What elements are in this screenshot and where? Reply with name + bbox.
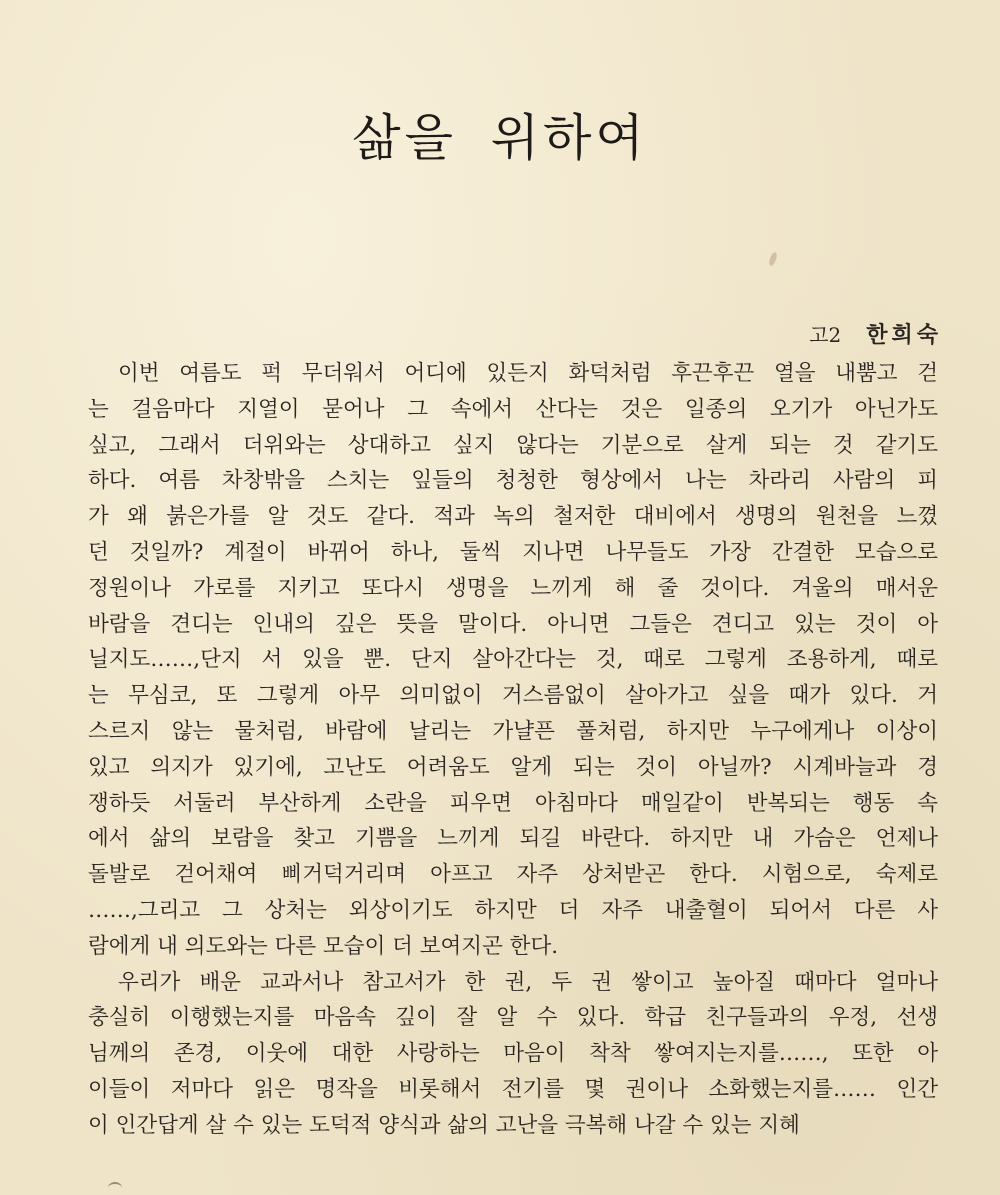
- text-line: 는 걸음마다 지열이 묻어나 그 속에서 산다는 것은 일종의 오기가 아닌가도: [88, 396, 938, 422]
- text-line: 충실히 이행했는지를 마음속 깊이 잘 알 수 있다. 학급 친구들과의 우정, 선생: [88, 1005, 938, 1031]
- text-line: 에서 삶의 보람을 찾고 기쁨을 느끼게 되길 바란다. 하지만 내 가슴은 언제나: [88, 826, 938, 852]
- author-grade: 고2: [809, 323, 842, 347]
- author-name: 한희숙: [866, 323, 942, 348]
- text-line: 닐지도……,단지 서 있을 뿐. 단지 살아간다는 것, 때로 그렇게 조용하게, 때로: [88, 647, 938, 673]
- text-line: 던 것일까? 계절이 바뀌어 하나, 둘씩 지나면 나무들도 가장 간결한 모습으로: [88, 539, 938, 565]
- text-line: 싶고, 그래서 더위와는 상대하고 싶지 않다는 기분으로 살게 되는 것 같기도: [88, 432, 938, 458]
- essay-body: [88, 356, 938, 1144]
- text-line: 우리가 배운 교과서나 참고서가 한 권, 두 권 쌓이고 높아질 때마다 얼마나: [118, 969, 938, 995]
- text-line: 쟁하듯 서둘러 부산하게 소란을 피우면 아침마다 매일같이 반복되는 행동 속: [88, 790, 938, 816]
- author-byline: [809, 318, 942, 349]
- text-line: 하다. 여름 차창밖을 스치는 잎들의 청청한 형상에서 나는 차라리 사람의 피: [88, 468, 938, 494]
- text-line: 있고 의지가 있기에, 고난도 어려움도 알게 되는 것이 아닐까? 시계바늘과 경: [88, 754, 938, 780]
- text-line: 이들이 저마다 읽은 명작을 비롯해서 전기를 몇 권이나 소화했는지를…… 인간: [88, 1076, 938, 1102]
- paragraph: [88, 965, 938, 1144]
- text-line: 님께의 존경, 이웃에 대한 사랑하는 마음이 착착 쌓여지는지를……, 또한 아: [88, 1041, 938, 1067]
- text-line: 람에게 내 의도와는 다른 모습이 더 보여지곤 한다.: [88, 933, 559, 959]
- text-line: 돌발로 걷어채여 삐거덕거리며 아프고 자주 상처받곤 한다. 시험으로, 숙제로: [88, 862, 938, 888]
- page-mark: [108, 1182, 122, 1194]
- text-line: ……,그리고 그 상처는 외상이기도 하지만 더 자주 내출혈이 되어서 다른 사: [88, 897, 938, 923]
- text-line: 이 인간답게 살 수 있는 도덕적 양식과 삶의 고난을 극복해 나갈 수 있는 지혜: [88, 1112, 800, 1138]
- document-title: 삶을 위하여: [352, 108, 648, 167]
- text-line: 가 왜 붉은가를 알 것도 같다. 적과 녹의 철저한 대비에서 생명의 원천을 느꼈: [88, 504, 938, 530]
- text-line: 정원이나 가로를 지키고 또다시 생명을 느끼게 해 줄 것이다. 겨울의 매서운: [88, 575, 938, 601]
- paragraph: [88, 356, 938, 965]
- text-line: 스르지 않는 물처럼, 바람에 날리는 가냘픈 풀처럼, 하지만 누구에게나 이상이: [88, 718, 938, 744]
- paper-blemish: [768, 251, 778, 266]
- text-line: 바람을 견디는 인내의 깊은 뜻을 말이다. 아니면 그들은 견디고 있는 것이 아: [88, 611, 938, 637]
- text-line: 는 무심코, 또 그렇게 아무 의미없이 거스름없이 살아가고 싶을 때가 있다. 거: [88, 683, 938, 709]
- text-line: 이번 여름도 퍽 무더워서 어디에 있든지 화덕처럼 후끈후끈 열을 내뿜고 걷: [118, 361, 938, 386]
